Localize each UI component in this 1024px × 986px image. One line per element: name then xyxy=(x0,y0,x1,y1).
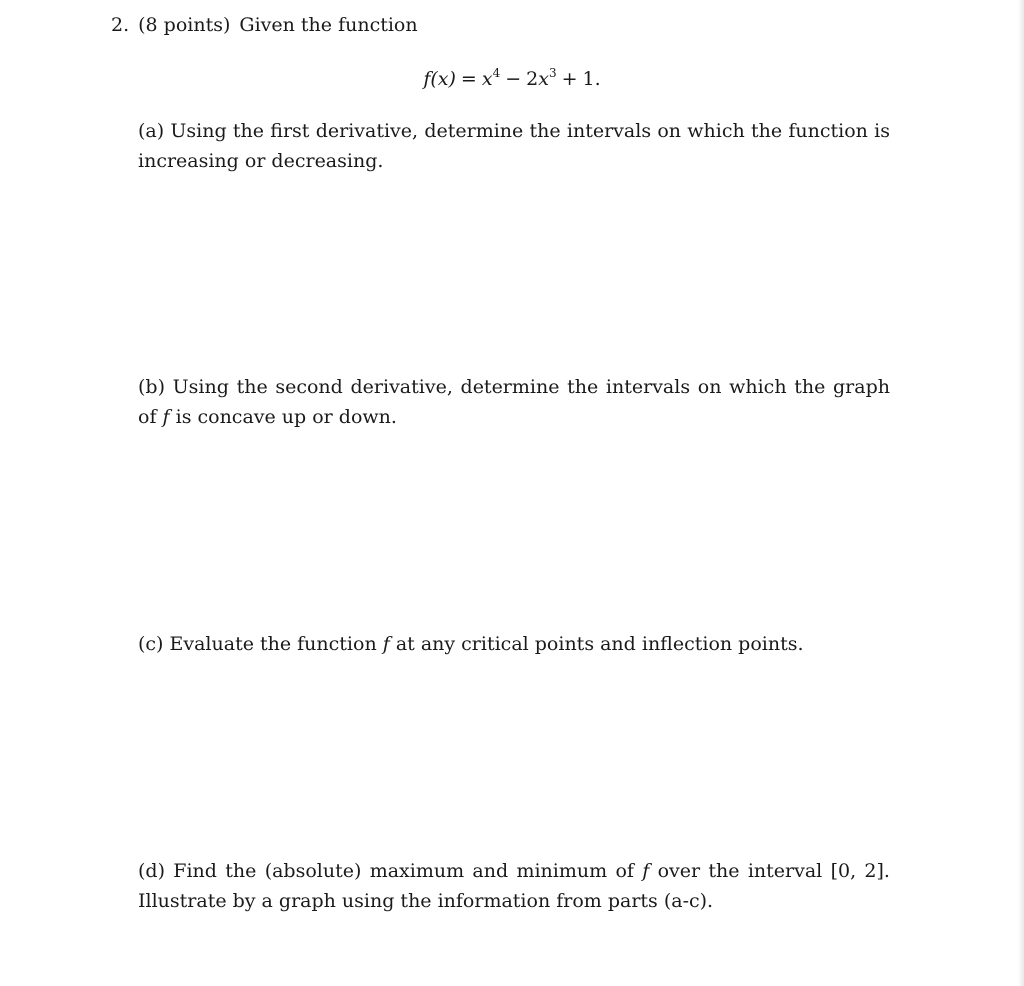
part-d-text-end: . Illustrate by a graph using the information from parts (a-c). xyxy=(138,860,890,912)
equals-sign: = xyxy=(460,68,477,90)
equation-term1-base: x xyxy=(481,68,493,90)
part-d-question xyxy=(138,856,890,916)
part-b-function-variable: f xyxy=(162,406,170,428)
part-d-text-middle: over the interval xyxy=(657,860,823,882)
part-d-function-variable: f xyxy=(642,860,650,882)
part-c-function-variable: f xyxy=(382,633,390,655)
equation-term2-exponent: 3 xyxy=(548,66,557,80)
problem-number: 2. xyxy=(111,14,130,36)
function-equation xyxy=(0,66,1024,92)
problem-header xyxy=(111,12,418,38)
equation-term2-base: x xyxy=(538,68,549,90)
part-b-question xyxy=(138,372,890,432)
part-a-question xyxy=(138,116,890,176)
part-d-text-start: (d) Find the (absolute) maximum and minimum of xyxy=(138,860,634,882)
equation-term1-exponent: 4 xyxy=(492,66,501,80)
part-b-text-end: is concave up or down. xyxy=(175,406,397,428)
problem-intro: Given the function xyxy=(239,14,418,36)
part-a-text: (a) Using the first derivative, determine the intervals on which the function is increasing or decreasing. xyxy=(138,120,890,172)
part-c-question xyxy=(138,629,890,659)
part-c-text-start: (c) Evaluate the function xyxy=(138,633,377,655)
minus-sign: − xyxy=(505,68,522,90)
part-c-text-end: at any critical points and inflection points. xyxy=(395,633,804,655)
equation-constant: 1. xyxy=(582,68,601,90)
problem-points: (8 points) xyxy=(138,14,231,36)
part-d-interval: [0, 2] xyxy=(830,860,884,882)
equation-lhs: f(x) xyxy=(423,68,456,90)
plus-sign: + xyxy=(561,68,578,90)
part-b-text-start: (b) Using the second derivative, determine the intervals on which the graph of xyxy=(138,376,890,428)
equation-term2-coefficient: 2 xyxy=(526,68,539,90)
page-edge xyxy=(1018,0,1024,986)
